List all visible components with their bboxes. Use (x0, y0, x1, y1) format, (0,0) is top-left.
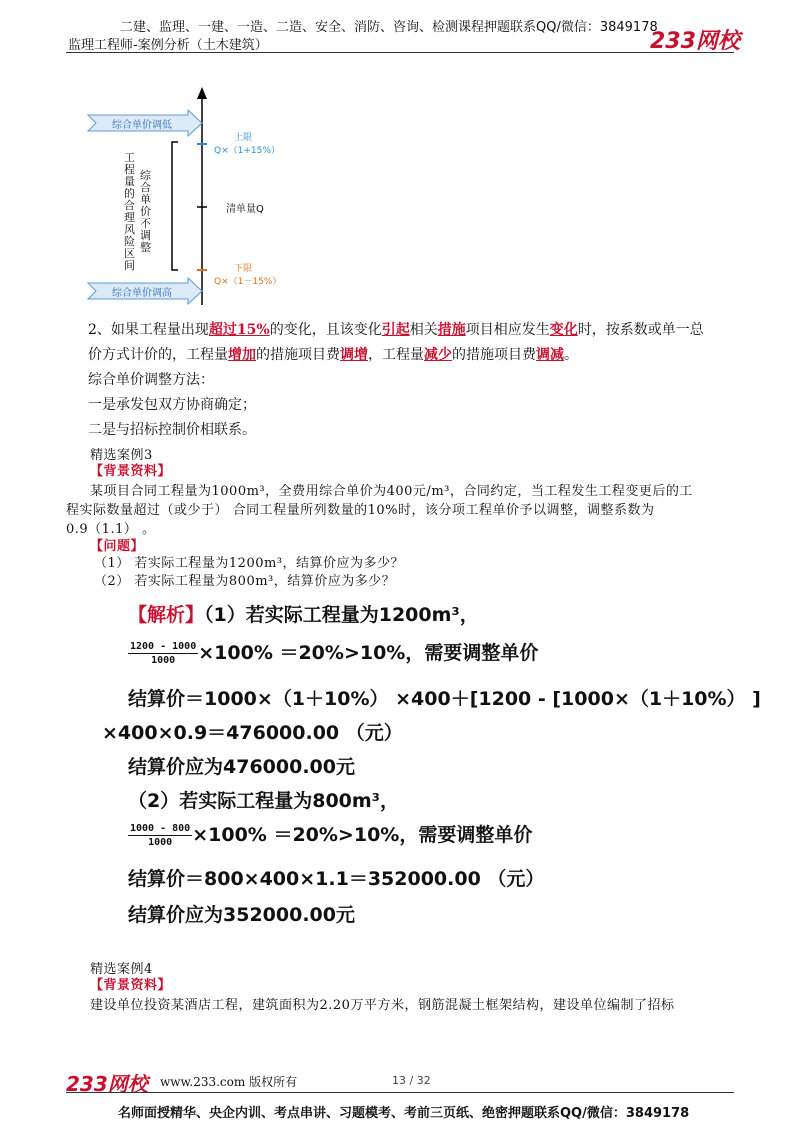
upper-formula: Q×（1+15%） (214, 146, 280, 156)
answer2-ratio: $\frac{1000 - 800}{1000}$ ×100% ＝20%>10%，需要调整单价 (130, 823, 533, 848)
case3-bg-line3: 0.9（1.1） 。 (66, 522, 156, 537)
fraction-2: $\frac{1000 - 800}{1000}$ (130, 823, 191, 848)
vertical-outer-label: 工程量的合理风险区间 (124, 151, 135, 272)
case3-question-1: （1） 若实际工程量为1200m³，结算价应为多少？ (94, 556, 405, 571)
case3-bg-line2: 程实际数量超过（或少于） 合同工程量所列数量的10%时，该分项工程单价予以调整，调整系数为 (66, 503, 655, 518)
case3-question-label: 【问题】 (90, 539, 145, 554)
answer1-calc-line1: 结算价＝1000×（1＋10%） ×400＋[1200 - [1000×（1＋10%） ] (128, 688, 761, 710)
answer1-calc-line2: ×400×0.9＝476000.00 （元） (102, 722, 403, 744)
case3-bg-line1: 某项目合同工程量为1000m³，全费用综合单价为400元/m³，合同约定，当工程发生工程变更后的工 (90, 484, 693, 499)
case3-background-label: 【背景资料】 (90, 464, 172, 479)
answer1-result: 结算价应为476000.00元 (128, 756, 355, 778)
header-top-line: 二建、监理、一建、一造、二造、安全、消防、咨询、检测课程押题联系QQ/微信：3849178 (120, 20, 658, 35)
lower-label: 下限 (234, 264, 253, 274)
upper-label: 上限 (234, 133, 253, 143)
case4-title: 精选案例4 (90, 962, 153, 977)
axis-arrowhead-icon (197, 87, 207, 99)
footer-logo: 233网校 (66, 1072, 148, 1096)
header-logo: 233网校 (650, 29, 740, 54)
middle-label: 清单量Q (226, 204, 264, 215)
answer-heading: 【解析】（1）若实际工程量为1200m³， (128, 604, 479, 626)
lower-formula: Q×（1－15%） (214, 277, 282, 287)
header-divider (66, 52, 734, 53)
case3-question-2: （2） 若实际工程量为800m³，结算价应为多少？ (94, 574, 396, 589)
case3-title: 精选案例3 (90, 448, 153, 463)
answer1-ratio: $\frac{1200 - 1000}{1000}$ ×100% ＝20%>10%，需要调整单价 (130, 641, 539, 666)
page-number: 13 / 32 (392, 1074, 431, 1087)
footer-site: www.233.com 版权所有 (160, 1075, 298, 1089)
answer2-result: 结算价应为352000.00元 (128, 904, 355, 926)
arrow-top-label: 综合单价调低 (112, 120, 172, 131)
arrow-bottom-label: 综合单价调高 (112, 288, 172, 299)
fraction-1: $\frac{1200 - 1000}{1000}$ (130, 641, 197, 666)
case4-background-label: 【背景资料】 (90, 978, 172, 993)
case4-bg-line1: 建设单位投资某酒店工程，建筑面积为2.20万平方米，钢筋混凝土框架结构，建设单位编制了招标 (90, 998, 675, 1013)
range-bracket (172, 142, 178, 270)
footer-divider (66, 1092, 734, 1093)
paragraph-measures: 2、如果工程量出现超过15%的变化，且该变化引起相关措施项目相应发生变化时，按系数或单一总 价方式计价的，工程量增加的措施项目费调增，工程量减少的措施项目费调减。 综合单价调整方法： 一是承发包双方协商确定； 二是与招标控制价相联系。 (88, 322, 704, 438)
vertical-inner-label: 综合单价不调整 (140, 169, 151, 254)
header-subtitle: 监理工程师-案例分析（土木建筑） (68, 38, 268, 53)
answer2-calc: 结算价＝800×400×1.1＝352000.00 （元） (128, 868, 545, 890)
footer-bottom-line: 名师面授精华、央企内训、考点串讲、习题模考、考前三页纸、绝密押题联系QQ/微信：3849178 (118, 1106, 690, 1121)
answer2-heading: （2）若实际工程量为800m³， (128, 790, 400, 812)
